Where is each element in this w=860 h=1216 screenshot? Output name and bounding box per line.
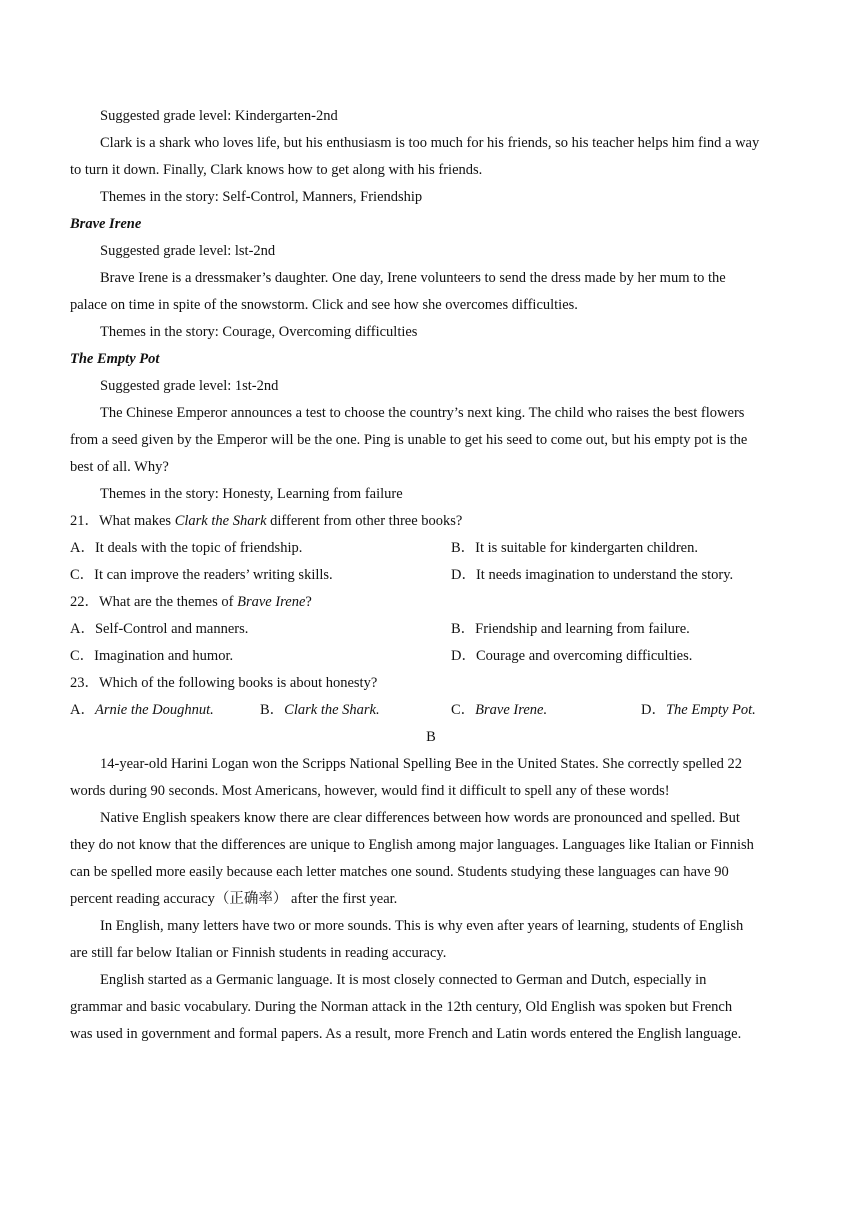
question-21-options-row-1 (70, 535, 792, 562)
question-23-options (70, 697, 792, 724)
q23-option-a[interactable] (70, 697, 214, 724)
passage-b-p4-line-1: English started as a Germanic language. It is most closely connected to German and Dutch, especially in (100, 972, 707, 988)
question-21-stem (70, 508, 792, 535)
q21-stem-post: different from other three books? (266, 513, 463, 529)
q21-option-b[interactable]: B．It is suitable for kindergarten children. (451, 540, 698, 556)
q22-option-a[interactable]: A．Self-Control and manners. (70, 621, 249, 637)
q21-option-d[interactable]: D．It needs imagination to understand the story. (451, 567, 734, 583)
pot-description-line-1: The Chinese Emperor announces a test to choose the country’s next king. The child who raises the best flowers (100, 405, 745, 421)
passage-b-p3-line-1: In English, many letters have two or more sounds. This is why even after years of learning, students of English (100, 918, 744, 934)
q22-stem-title: Brave Irene (237, 594, 306, 610)
document-page (70, 103, 792, 1048)
q23-option-c-period: . (543, 702, 548, 718)
q23-option-b-letter: B． (260, 702, 285, 718)
passage-b-p2-line-4: percent reading accuracy（正确率） after the first year. (70, 891, 398, 907)
clark-themes: Themes in the story: Self-Control, Manners, Friendship (100, 189, 423, 205)
passage-b-p1-line-1: 14-year-old Harini Logan won the Scripps National Spelling Bee in the United States. She correctly spelled 22 (100, 756, 742, 772)
q23-option-a-text: Arnie the Doughnut (94, 702, 211, 718)
q23-option-b-period: . (376, 702, 380, 718)
q21-stem-pre: 21．What makes (70, 513, 175, 529)
q23-option-c[interactable] (451, 697, 547, 724)
question-23-stem: 23．Which of the following books is about honesty? (70, 675, 378, 691)
irene-title: Brave Irene (70, 216, 142, 232)
q21-option-a[interactable]: A．It deals with the topic of friendship. (70, 540, 303, 556)
q23-option-d-text: The Empty Pot (665, 702, 753, 718)
question-22-options-row-1 (70, 616, 792, 643)
q23-option-b[interactable] (260, 697, 380, 724)
passage-b-p1-line-2: words during 90 seconds. Most Americans, however, would find it difficult to spell any of these words! (70, 783, 670, 799)
q23-option-d-letter: D． (641, 702, 666, 718)
passage-b-p4-line-2: grammar and basic vocabulary. During the Norman attack in the 12th century, Old English was spoken but French (70, 999, 733, 1015)
q23-option-c-letter: C． (451, 702, 476, 718)
irene-description-line-2: palace on time in spite of the snowstorm. Click and see how she overcomes difficulties. (70, 297, 578, 313)
passage-b-p3-line-2: are still far below Italian or Finnish students in reading accuracy. (70, 945, 447, 961)
passage-b-p4-line-3: was used in government and formal papers. As a result, more French and Latin words entered the English language. (70, 1026, 742, 1042)
q22-option-d[interactable]: D．Courage and overcoming difficulties. (451, 648, 693, 664)
clark-description-line-2: to turn it down. Finally, Clark knows how to get along with his friends. (70, 162, 483, 178)
q21-stem-title: Clark the Shark (174, 513, 267, 529)
q23-option-c-text: Brave Irene (475, 702, 544, 718)
question-22-options-row-2 (70, 643, 792, 670)
pot-description-line-3: best of all. Why? (70, 459, 169, 475)
question-21-options-row-2 (70, 562, 792, 589)
q21-option-c[interactable]: C．It can improve the readers’ writing skills. (70, 567, 333, 583)
q23-option-a-letter: A． (70, 702, 95, 718)
passage-b-p2-line-2: they do not know that the differences are unique to English among major languages. Languages like Italian or Finnish (70, 837, 754, 853)
irene-description-line-1: Brave Irene is a dressmaker’s daughter. One day, Irene volunteers to send the dress made by her mum to the (100, 270, 726, 286)
clark-grade: Suggested grade level: Kindergarten-2nd (100, 108, 338, 124)
q22-stem-post: ? (305, 594, 312, 610)
question-22-stem (70, 589, 792, 616)
pot-description-line-2: from a seed given by the Emperor will be the one. Ping is unable to get his seed to come out, but his empty pot is the (70, 432, 748, 448)
passage-b-p2-line-1: Native English speakers know there are clear differences between how words are pronounced and spelled. But (100, 810, 740, 826)
q22-option-b[interactable]: B．Friendship and learning from failure. (451, 621, 690, 637)
irene-themes: Themes in the story: Courage, Overcoming difficulties (100, 324, 418, 340)
pot-grade: Suggested grade level: 1st-2nd (100, 378, 279, 394)
q23-option-a-period: . (210, 702, 214, 718)
q23-option-b-text: Clark the Shark (284, 702, 376, 718)
irene-grade: Suggested grade level: lst-2nd (100, 243, 276, 259)
pot-title: The Empty Pot (70, 351, 160, 367)
q23-option-d-period: . (752, 702, 756, 718)
passage-b-p2-line-3: can be spelled more easily because each letter matches one sound. Students studying these languages can have 90 (70, 864, 729, 880)
section-b-heading: B (426, 729, 436, 745)
q22-stem-pre: 22．What are the themes of (70, 594, 238, 610)
pot-themes: Themes in the story: Honesty, Learning from failure (100, 486, 403, 502)
q22-option-c[interactable]: C．Imagination and humor. (70, 648, 234, 664)
clark-description-line-1: Clark is a shark who loves life, but his enthusiasm is too much for his friends, so his teacher helps him find a way (100, 135, 760, 151)
q23-option-d[interactable] (641, 697, 756, 724)
